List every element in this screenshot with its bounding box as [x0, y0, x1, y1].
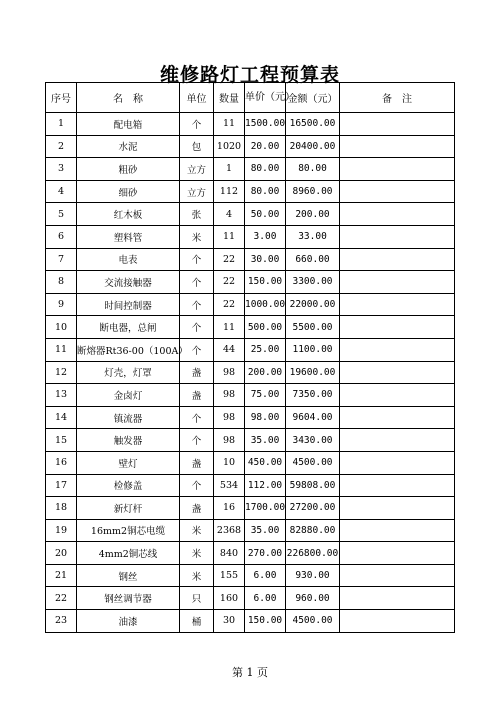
- cell-name: 钢丝调节器: [77, 587, 180, 610]
- cell-amount: 3300.00: [286, 271, 340, 294]
- cell-remark: [340, 429, 455, 452]
- cell-unit: 米: [180, 542, 214, 565]
- table-row: [46, 338, 455, 361]
- cell-seq: 5: [46, 203, 77, 226]
- cell-unit: 个: [180, 406, 214, 429]
- cell-name: 触发器: [77, 429, 180, 452]
- cell-seq: 6: [46, 225, 77, 248]
- cell-price: 80.00: [245, 180, 286, 203]
- cell-price: 150.00: [245, 271, 286, 294]
- cell-name: 交流接触器: [77, 271, 180, 294]
- cell-name: 钢丝: [77, 564, 180, 587]
- header-remark: 备 注: [340, 83, 455, 113]
- cell-seq: 21: [46, 564, 77, 587]
- cell-seq: 19: [46, 519, 77, 542]
- cell-qty: 840: [214, 542, 245, 565]
- cell-remark: [340, 384, 455, 407]
- cell-qty: 98: [214, 406, 245, 429]
- cell-name: 4mm2铜芯线: [77, 542, 180, 565]
- cell-name: 灯壳，灯罩: [77, 361, 180, 384]
- cell-unit: 盏: [180, 497, 214, 520]
- cell-seq: 13: [46, 384, 77, 407]
- cell-remark: [340, 338, 455, 361]
- cell-qty: 10: [214, 451, 245, 474]
- cell-amount: 8960.00: [286, 180, 340, 203]
- cell-qty: 11: [214, 316, 245, 339]
- cell-price: 75.00: [245, 384, 286, 407]
- cell-seq: 8: [46, 271, 77, 294]
- cell-qty: 2368: [214, 519, 245, 542]
- cell-remark: [340, 564, 455, 587]
- cell-amount: 16500.00: [286, 113, 340, 136]
- document-title: 维修路灯工程预算表: [159, 64, 340, 86]
- cell-remark: [340, 225, 455, 248]
- cell-price: 6.00: [245, 587, 286, 610]
- cell-unit: 盏: [180, 451, 214, 474]
- cell-remark: [340, 135, 455, 158]
- cell-qty: 22: [214, 293, 245, 316]
- cell-seq: 7: [46, 248, 77, 271]
- cell-amount: 19600.00: [286, 361, 340, 384]
- table-header: [46, 83, 455, 113]
- cell-seq: 14: [46, 406, 77, 429]
- cell-qty: 16: [214, 497, 245, 520]
- cell-remark: [340, 587, 455, 610]
- cell-seq: 16: [46, 451, 77, 474]
- cell-remark: [340, 610, 455, 633]
- cell-qty: 1: [214, 158, 245, 181]
- cell-unit: 只: [180, 587, 214, 610]
- cell-name: 塑料管: [77, 225, 180, 248]
- cell-amount: 22000.00: [286, 293, 340, 316]
- table-row: [46, 135, 455, 158]
- header-price: 单价（元）: [245, 83, 286, 113]
- table-row: [46, 451, 455, 474]
- cell-seq: 12: [46, 361, 77, 384]
- table-row: [46, 384, 455, 407]
- cell-unit: 包: [180, 135, 214, 158]
- table-row: [46, 497, 455, 520]
- cell-price: 50.00: [245, 203, 286, 226]
- cell-remark: [340, 497, 455, 520]
- table-row: [46, 158, 455, 181]
- cell-qty: 1020: [214, 135, 245, 158]
- header-name: 名 称: [77, 83, 180, 113]
- cell-name: 电表: [77, 248, 180, 271]
- page-footer: 第 1 页: [232, 666, 268, 679]
- cell-amount: 80.00: [286, 158, 340, 181]
- cell-name: 粗砂: [77, 158, 180, 181]
- cell-unit: 个: [180, 113, 214, 136]
- cell-seq: 20: [46, 542, 77, 565]
- cell-name: 水泥: [77, 135, 180, 158]
- cell-unit: 张: [180, 203, 214, 226]
- cell-price: 1000.00: [245, 293, 286, 316]
- cell-unit: 个: [180, 338, 214, 361]
- cell-price: 150.00: [245, 610, 286, 633]
- cell-unit: 个: [180, 316, 214, 339]
- cell-qty: 98: [214, 361, 245, 384]
- cell-price: 35.00: [245, 429, 286, 452]
- table-row: [46, 316, 455, 339]
- cell-amount: 960.00: [286, 587, 340, 610]
- cell-name: 检修盖: [77, 474, 180, 497]
- cell-name: 新灯杆: [77, 497, 180, 520]
- cell-seq: 4: [46, 180, 77, 203]
- header-qty: 数量: [214, 83, 245, 113]
- cell-price: 270.00: [245, 542, 286, 565]
- header-seq: 序号: [46, 83, 77, 113]
- table-row: [46, 361, 455, 384]
- cell-name: 16mm2铜芯电缆: [77, 519, 180, 542]
- cell-name: 金卤灯: [77, 384, 180, 407]
- budget-table: [45, 82, 455, 633]
- cell-amount: 82880.00: [286, 519, 340, 542]
- cell-remark: [340, 542, 455, 565]
- cell-name: 壁灯: [77, 451, 180, 474]
- cell-qty: 30: [214, 610, 245, 633]
- cell-remark: [340, 519, 455, 542]
- table-row: [46, 542, 455, 565]
- cell-name: 镇流器: [77, 406, 180, 429]
- cell-qty: 534: [214, 474, 245, 497]
- cell-qty: 98: [214, 384, 245, 407]
- cell-unit: 个: [180, 271, 214, 294]
- cell-seq: 22: [46, 587, 77, 610]
- cell-seq: 15: [46, 429, 77, 452]
- cell-qty: 11: [214, 113, 245, 136]
- header-unit: 单位: [180, 83, 214, 113]
- cell-unit: 个: [180, 293, 214, 316]
- cell-price: 200.00: [245, 361, 286, 384]
- cell-amount: 4500.00: [286, 451, 340, 474]
- cell-qty: 160: [214, 587, 245, 610]
- cell-remark: [340, 361, 455, 384]
- cell-price: 35.00: [245, 519, 286, 542]
- table-row: [46, 271, 455, 294]
- cell-price: 6.00: [245, 564, 286, 587]
- cell-remark: [340, 158, 455, 181]
- cell-remark: [340, 451, 455, 474]
- cell-unit: 个: [180, 429, 214, 452]
- table-row: [46, 203, 455, 226]
- table-row: [46, 564, 455, 587]
- table-row: [46, 429, 455, 452]
- cell-amount: 5500.00: [286, 316, 340, 339]
- table-row: [46, 474, 455, 497]
- cell-unit: 桶: [180, 610, 214, 633]
- cell-price: 1700.00: [245, 497, 286, 520]
- cell-seq: 9: [46, 293, 77, 316]
- cell-remark: [340, 248, 455, 271]
- cell-name: 配电箱: [77, 113, 180, 136]
- table-row: [46, 225, 455, 248]
- cell-seq: 10: [46, 316, 77, 339]
- cell-price: 450.00: [245, 451, 286, 474]
- cell-seq: 1: [46, 113, 77, 136]
- cell-qty: 44: [214, 338, 245, 361]
- cell-remark: [340, 406, 455, 429]
- table-body: [46, 113, 455, 633]
- cell-unit: 立方: [180, 180, 214, 203]
- cell-qty: 22: [214, 248, 245, 271]
- table-row: [46, 180, 455, 203]
- cell-amount: 20400.00: [286, 135, 340, 158]
- table-row: [46, 248, 455, 271]
- cell-price: 1500.00: [245, 113, 286, 136]
- cell-price: 30.00: [245, 248, 286, 271]
- cell-amount: 3430.00: [286, 429, 340, 452]
- cell-amount: 930.00: [286, 564, 340, 587]
- cell-amount: 1100.00: [286, 338, 340, 361]
- cell-remark: [340, 271, 455, 294]
- header-amount: 金额（元）: [286, 83, 340, 113]
- cell-amount: 660.00: [286, 248, 340, 271]
- cell-amount: 9604.00: [286, 406, 340, 429]
- cell-qty: 11: [214, 225, 245, 248]
- cell-price: 98.00: [245, 406, 286, 429]
- cell-seq: 23: [46, 610, 77, 633]
- cell-remark: [340, 293, 455, 316]
- cell-amount: 4500.00: [286, 610, 340, 633]
- cell-seq: 18: [46, 497, 77, 520]
- cell-price: 3.00: [245, 225, 286, 248]
- table-row: [46, 113, 455, 136]
- cell-name: 油漆: [77, 610, 180, 633]
- cell-name: 时间控制器: [77, 293, 180, 316]
- cell-amount: 226800.00: [286, 542, 340, 565]
- header-row: [46, 83, 455, 113]
- table-row: [46, 293, 455, 316]
- cell-remark: [340, 316, 455, 339]
- table-row: [46, 519, 455, 542]
- cell-seq: 3: [46, 158, 77, 181]
- cell-price: 500.00: [245, 316, 286, 339]
- cell-remark: [340, 180, 455, 203]
- cell-remark: [340, 474, 455, 497]
- cell-unit: 米: [180, 225, 214, 248]
- cell-price: 112.00: [245, 474, 286, 497]
- cell-qty: 4: [214, 203, 245, 226]
- cell-unit: 个: [180, 248, 214, 271]
- cell-amount: 7350.00: [286, 384, 340, 407]
- cell-unit: 米: [180, 519, 214, 542]
- cell-qty: 22: [214, 271, 245, 294]
- cell-amount: 27200.00: [286, 497, 340, 520]
- cell-price: 25.00: [245, 338, 286, 361]
- cell-amount: 33.00: [286, 225, 340, 248]
- cell-amount: 59808.00: [286, 474, 340, 497]
- cell-name: 断熔器Rt36-00（100A）: [77, 338, 180, 361]
- cell-unit: 盏: [180, 384, 214, 407]
- cell-price: 20.00: [245, 135, 286, 158]
- table-row: [46, 610, 455, 633]
- cell-name: 红木板: [77, 203, 180, 226]
- cell-seq: 2: [46, 135, 77, 158]
- table-row: [46, 587, 455, 610]
- cell-unit: 立方: [180, 158, 214, 181]
- cell-seq: 17: [46, 474, 77, 497]
- cell-seq: 11: [46, 338, 77, 361]
- cell-qty: 155: [214, 564, 245, 587]
- cell-remark: [340, 113, 455, 136]
- cell-name: 断电器，总闸: [77, 316, 180, 339]
- cell-name: 细砂: [77, 180, 180, 203]
- cell-qty: 112: [214, 180, 245, 203]
- cell-amount: 200.00: [286, 203, 340, 226]
- cell-unit: 米: [180, 564, 214, 587]
- cell-qty: 98: [214, 429, 245, 452]
- cell-unit: 个: [180, 474, 214, 497]
- cell-remark: [340, 203, 455, 226]
- table-row: [46, 406, 455, 429]
- cell-price: 80.00: [245, 158, 286, 181]
- cell-unit: 盏: [180, 361, 214, 384]
